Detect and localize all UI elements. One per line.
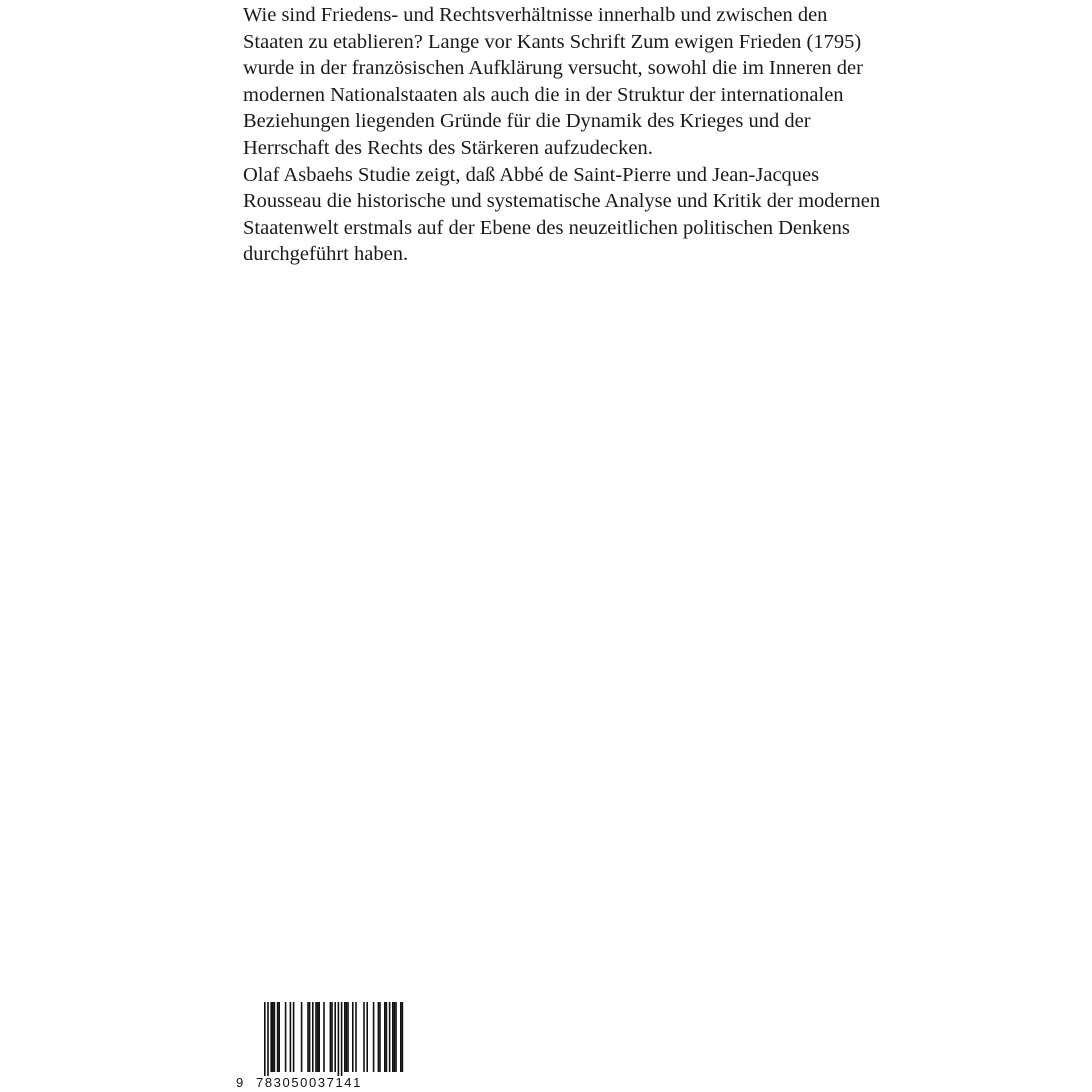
blurb-line: Herrschaft des Rechts des Stärkeren aufzudecken. [243, 136, 653, 159]
blurb-line: Staatenwelt erstmals auf der Ebene des neuzeitlichen politischen Denkens [243, 216, 850, 239]
barcode-bar [312, 1002, 314, 1072]
blurb-line: modernen Nationalstaaten als auch die in der Struktur der internationalen [243, 83, 844, 106]
barcode-bar [394, 1002, 396, 1072]
barcode-bar [389, 1002, 391, 1072]
barcode-bar [395, 1002, 397, 1072]
blurb-line: Wie sind Friedens- und Rechtsverhältnisse innerhalb und zwischen den [243, 4, 828, 26]
barcode-bar [346, 1002, 348, 1072]
barcode-bar [379, 1002, 381, 1072]
barcode-bar [400, 1002, 402, 1072]
barcode-bar [278, 1002, 280, 1072]
barcode-guard-bar [267, 1002, 269, 1076]
barcode-bar [363, 1002, 365, 1072]
barcode-bar [285, 1002, 287, 1072]
barcode-bar [378, 1002, 380, 1072]
barcode-bar [274, 1002, 276, 1072]
barcode-lead-digit: 9 [236, 1075, 244, 1090]
barcode-bar [347, 1002, 349, 1072]
barcode-digits [236, 1075, 404, 1090]
barcode-guard-bar [264, 1002, 266, 1076]
barcode-guard-bar [338, 1002, 340, 1076]
barcode-bar [330, 1002, 332, 1072]
barcode-guard-bar [341, 1002, 343, 1076]
blurb-line: wurde in der französischen Aufklärung versucht, sowohl die im Inneren der [243, 57, 863, 80]
barcode-bar [384, 1002, 386, 1072]
barcode-bars [236, 1002, 404, 1076]
barcode-bar [318, 1002, 320, 1072]
barcode-bar [317, 1002, 319, 1072]
barcode-bar [323, 1002, 325, 1072]
blurb-line: durchgeführt haben. [243, 243, 409, 266]
barcode-bar [307, 1002, 309, 1072]
barcode-bar [355, 1002, 357, 1072]
barcode-bar [331, 1002, 333, 1072]
blurb-line: Rousseau die historische und systematische Analyse und Kritik der modernen [243, 190, 881, 213]
barcode-bar [272, 1002, 274, 1072]
blurb-line: Staaten zu etablieren? Lange vor Kants Schrift Zum ewigen Frieden (1795) [243, 30, 862, 53]
blurb-line: Olaf Asbaehs Studie zeigt, daß Abbé de Saint-Pierre und Jean-Jacques [243, 163, 820, 186]
blurb-line: Beziehungen liegenden Gründe für die Dynamik des Krieges und der [243, 110, 811, 133]
barcode-bar [344, 1002, 346, 1072]
barcode-bar [392, 1002, 394, 1072]
barcode-bar [386, 1002, 388, 1072]
barcode-bar [309, 1002, 311, 1072]
barcode-bar [402, 1002, 404, 1072]
barcode-bar [334, 1002, 336, 1072]
barcode-bar [366, 1002, 368, 1072]
barcode-bar [293, 1002, 295, 1072]
barcode-bar [277, 1002, 279, 1072]
back-cover-blurb [243, 2, 883, 268]
barcode-bar [270, 1002, 272, 1072]
barcode-number: 783050037141 [256, 1075, 362, 1090]
barcode-bar [373, 1002, 375, 1072]
barcode-bar [301, 1002, 303, 1072]
barcode-bar [352, 1002, 354, 1072]
barcode-bar [290, 1002, 292, 1072]
barcode-bar [315, 1002, 317, 1072]
isbn-barcode [236, 1002, 404, 1090]
